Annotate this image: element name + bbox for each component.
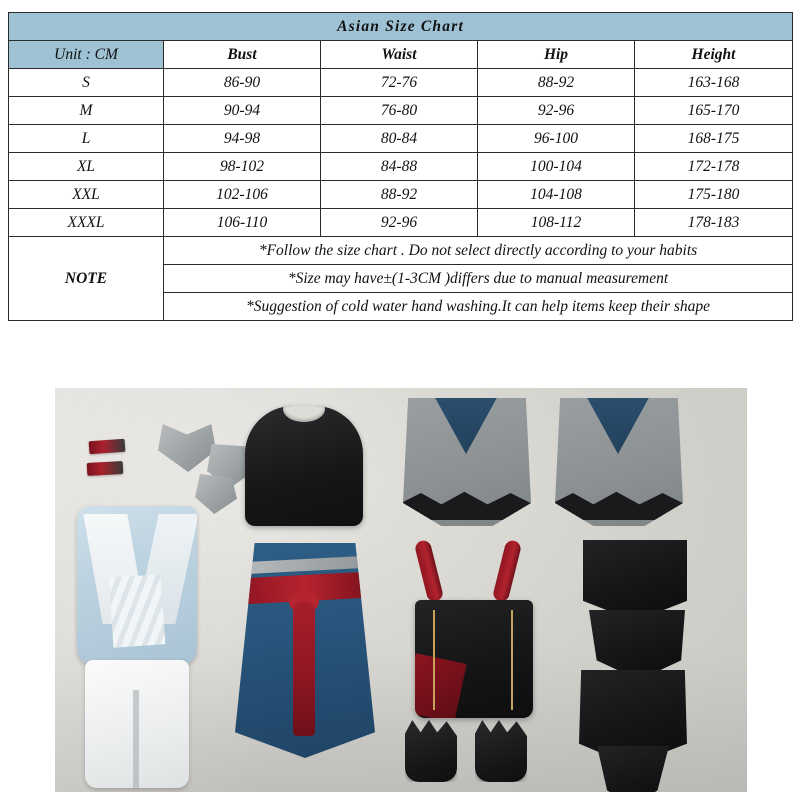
table-row bbox=[9, 125, 793, 153]
chart-title: Asian Size Chart bbox=[9, 13, 793, 41]
white-trousers-icon bbox=[85, 660, 189, 788]
cell-hip: 88-92 bbox=[478, 69, 635, 97]
light-blue-white-jacket-icon bbox=[77, 506, 197, 666]
product-photo bbox=[55, 388, 747, 792]
size-label: XXL bbox=[9, 181, 164, 209]
cell-waist: 88-92 bbox=[321, 181, 478, 209]
black-glove-right-icon bbox=[475, 720, 527, 782]
cell-waist: 84-88 bbox=[321, 153, 478, 181]
size-label: M bbox=[9, 97, 164, 125]
grey-navy-panel-right-icon bbox=[555, 398, 683, 526]
cell-bust: 90-94 bbox=[164, 97, 321, 125]
cell-height: 178-183 bbox=[635, 209, 793, 237]
column-header-height: Height bbox=[635, 41, 793, 69]
black-crop-top-icon bbox=[245, 406, 363, 526]
note-line: *Follow the size chart . Do not select directly according to your habits bbox=[164, 237, 793, 265]
red-black-belt-2-icon bbox=[87, 461, 124, 476]
note-label: NOTE bbox=[9, 237, 164, 321]
unit-label: Unit : CM bbox=[9, 41, 164, 69]
table-row-note bbox=[9, 237, 793, 265]
table-row-title bbox=[9, 13, 793, 41]
table-row bbox=[9, 153, 793, 181]
black-panel-1-icon bbox=[583, 540, 687, 618]
table-row bbox=[9, 209, 793, 237]
cell-hip: 108-112 bbox=[478, 209, 635, 237]
cell-hip: 92-96 bbox=[478, 97, 635, 125]
black-leather-corset-icon bbox=[415, 600, 533, 718]
cell-bust: 106-110 bbox=[164, 209, 321, 237]
column-header-bust: Bust bbox=[164, 41, 321, 69]
note-line: *Suggestion of cold water hand washing.It can help items keep their shape bbox=[164, 293, 793, 321]
cell-height: 168-175 bbox=[635, 125, 793, 153]
size-label: XL bbox=[9, 153, 164, 181]
column-header-hip: Hip bbox=[478, 41, 635, 69]
table-row bbox=[9, 97, 793, 125]
size-label: S bbox=[9, 69, 164, 97]
size-chart-table bbox=[8, 12, 793, 321]
cell-height: 175-180 bbox=[635, 181, 793, 209]
size-chart-container bbox=[8, 12, 792, 321]
cell-waist: 76-80 bbox=[321, 97, 478, 125]
size-label: XXXL bbox=[9, 209, 164, 237]
black-glove-left-icon bbox=[405, 720, 457, 782]
cell-height: 163-168 bbox=[635, 69, 793, 97]
cell-bust: 98-102 bbox=[164, 153, 321, 181]
grey-navy-panel-left-icon bbox=[403, 398, 531, 526]
cell-bust: 86-90 bbox=[164, 69, 321, 97]
table-row bbox=[9, 181, 793, 209]
note-line: *Size may have±(1-3CM )differs due to manual measurement bbox=[164, 265, 793, 293]
cell-height: 165-170 bbox=[635, 97, 793, 125]
cell-hip: 96-100 bbox=[478, 125, 635, 153]
black-panel-4-icon bbox=[597, 746, 669, 792]
cell-waist: 92-96 bbox=[321, 209, 478, 237]
cell-waist: 72-76 bbox=[321, 69, 478, 97]
blue-red-skirt-with-tassel-icon bbox=[235, 543, 375, 758]
table-row-header bbox=[9, 41, 793, 69]
cell-bust: 102-106 bbox=[164, 181, 321, 209]
table-row bbox=[9, 69, 793, 97]
cell-bust: 94-98 bbox=[164, 125, 321, 153]
cell-height: 172-178 bbox=[635, 153, 793, 181]
red-black-belt-1-icon bbox=[89, 439, 126, 454]
column-header-waist: Waist bbox=[321, 41, 478, 69]
cell-waist: 80-84 bbox=[321, 125, 478, 153]
size-label: L bbox=[9, 125, 164, 153]
cell-hip: 100-104 bbox=[478, 153, 635, 181]
cell-hip: 104-108 bbox=[478, 181, 635, 209]
